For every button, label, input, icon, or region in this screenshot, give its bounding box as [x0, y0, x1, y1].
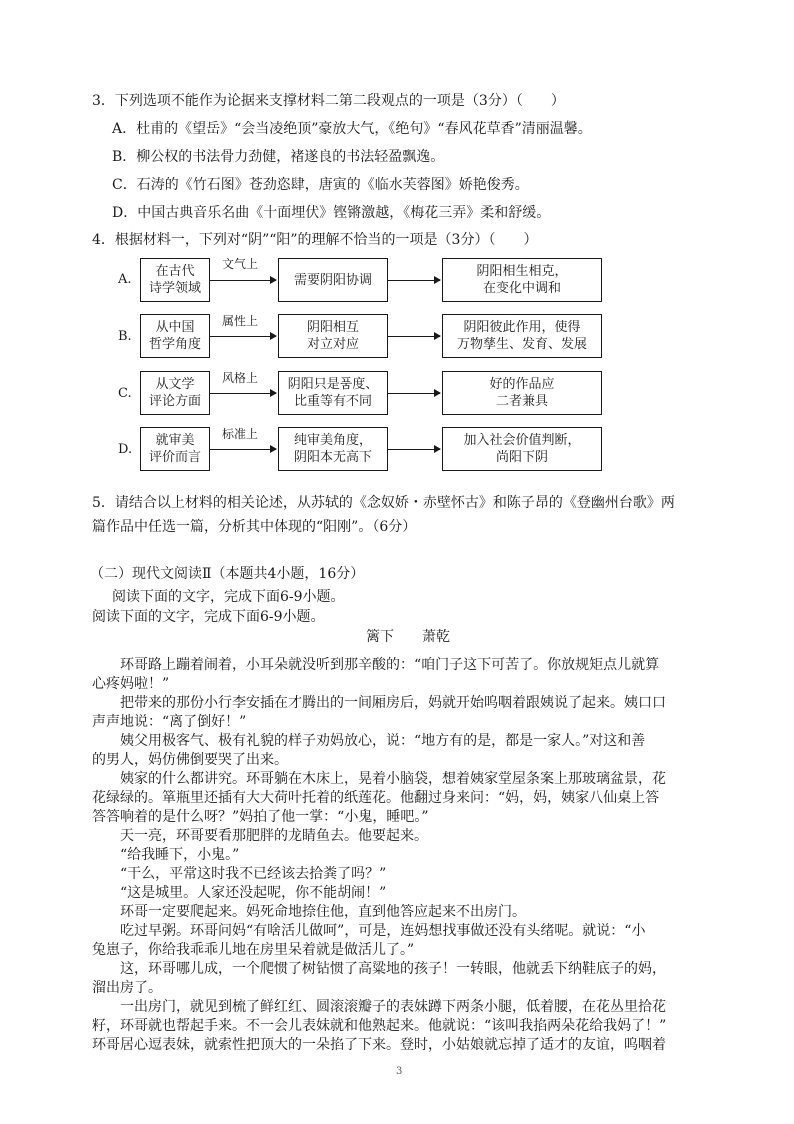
q4-row-c-right-line2: 二者兼具	[495, 394, 548, 409]
story-line: 姨家的什么都讲究。环哥躺在木床上，晃着小脑袋，想着姨家堂屋条案上那玻璃盆景，花	[92, 771, 666, 787]
q4-row-c-right-line1: 好的作品应	[489, 377, 555, 392]
q3-option-a: A．杜甫的《望岳》“会当凌绝顶”豪放大气，《绝句》“春风花草香”清丽温馨。	[112, 121, 592, 137]
story-line: “干么，平常这时我不已经该去拾粪了吗？”	[92, 866, 387, 882]
story-line: 籽，环哥就也帮起手来。不一会儿表妹就和他熟起来。他就说：“该叫我掐两朵花给我妈了！”	[92, 1018, 667, 1034]
q4-row-b-right-box	[442, 314, 602, 358]
q4-row-b-mid-box	[278, 314, 388, 358]
q4-row-a-right-line2: 在变化中调和	[482, 281, 561, 296]
q4-row-a-left-box	[140, 258, 210, 302]
story-line: 兔崽子，你给我乖乖儿地在房里呆着就是做活儿了。”	[92, 942, 415, 958]
story-line: “这是城里。人家还没起呢，你不能胡闹！”	[92, 885, 387, 901]
q4-row-d-left-box	[140, 427, 210, 471]
story-line: 吃过早粥。环哥问妈“有啥活儿做呵”，可是，连妈想找事做还没有头绪呢。就说：“小	[92, 923, 646, 939]
q4-row-d-arrow-1	[210, 449, 276, 450]
q3-option-d: D．中国古典音乐名曲《十面埋伏》铿锵激越，《梅花三弄》柔和舒缓。	[112, 205, 551, 221]
page-number: 3	[396, 1066, 403, 1077]
q4-row-c-mid-line2: 比重等有不同	[293, 394, 372, 409]
story-line: 环哥居心逗表妹，就索性把顶大的一朵掐了下来。登时，小姑娘就忘掉了适才的友谊，呜咽着	[92, 1037, 666, 1053]
q5-line1: 5．请结合以上材料的相关论述，从苏轼的《念奴娇・赤壁怀古》和陈子昂的《登幽州台歌》两	[92, 495, 675, 511]
q4-row-b-arrow-2	[388, 336, 440, 337]
q4-row-a-arrow-1	[210, 280, 276, 281]
q4-row-b-mid-line2: 对立对应	[306, 337, 359, 352]
story-line: “给我睡下，小鬼。”	[92, 847, 240, 863]
q4-row-a-mid-line1: 需要阴阳协调	[293, 272, 372, 288]
story-line: 姨父用极客气、极有礼貌的样子劝妈放心，说：“地方有的是，都是一家人。”对这和善	[92, 733, 646, 749]
section2-instruction-1: 阅读下面的文字，完成下面6-9小题。	[112, 589, 345, 605]
story-line: 答答响着的是什么呀？”妈拍了他一掌：“小鬼，睡吧。”	[92, 809, 429, 825]
q4-stem: 4．根据材料一，下列对“阴”“阳”的理解不恰当的一项是（3分）（ ）	[92, 232, 538, 248]
q4-row-a-tag: 文气上	[222, 257, 259, 271]
q5-line2: 篇作品中任选一篇，分析其中体现的“阳刚”。（6分）	[92, 519, 417, 535]
q4-row-c-left-line1: 从文学	[155, 377, 195, 392]
story-title: 篱下 萧乾	[366, 629, 450, 645]
q4-row-c-letter: C.	[118, 386, 132, 401]
q3-option-b: B．柳公权的书法骨力劲健，褚遂良的书法轻盈飘逸。	[112, 149, 445, 165]
q4-row-c-tag: 风格上	[222, 371, 259, 385]
q4-row-a-letter: A.	[118, 272, 132, 287]
section2-instruction-2: 阅读下面的文字，完成下面6-9小题。	[92, 609, 325, 625]
q4-row-a-mid-box	[278, 258, 388, 302]
story-line: 环哥一定要爬起来。妈死命地捺住他，直到他答应起来不出房门。	[92, 904, 526, 920]
story-line: 把带来的那份小行李安插在才腾出的一间厢房后，妈就开始呜咽着跟姨说了起来。姨口口	[92, 695, 666, 711]
q4-row-c-right-box	[442, 371, 602, 415]
story-line: 环哥路上蹦着闹着，小耳朵就没听到那辛酸的：“咱门子这下可苦了。你放规矩点儿就算	[92, 657, 660, 673]
q4-row-d-left-line1: 就审美	[155, 433, 195, 448]
q4-row-b-right-line2: 万物孳生、发育、发展	[456, 337, 587, 352]
q4-row-a-right-line1: 阴阳相生相克，	[476, 264, 568, 279]
q4-row-d-right-line1: 加入社会价值判断，	[463, 433, 581, 448]
q4-row-b-left-line1: 从中国	[155, 320, 195, 335]
q3-option-c: C．石涛的《竹石图》苍劲恣肆，唐寅的《临水芙蓉图》娇艳俊秀。	[112, 177, 529, 193]
q4-row-d-mid-box	[278, 427, 388, 471]
story-line: 溜出房了。	[92, 980, 162, 996]
story-line: 一出房门，就见到梳了鲜红红、圆滚滚瓣子的表妹蹲下两条小腿，低着腰，在花丛里拾花	[92, 999, 666, 1015]
q4-row-d-letter: D.	[118, 442, 133, 457]
q4-row-a-arrow-2	[388, 280, 440, 281]
q4-row-c-arrow-2	[388, 393, 440, 394]
q4-row-d-arrow-2	[388, 449, 440, 450]
q4-row-a-left-line1: 在古代	[155, 264, 195, 279]
story-body	[92, 656, 756, 1055]
q4-row-d-mid-line1: 纯审美角度，	[293, 433, 372, 448]
q4-row-d-tag: 标准上	[222, 427, 259, 441]
story-line: 声声地说：“离了倒好！”	[92, 714, 247, 730]
q4-row-c-mid-box	[278, 371, 388, 415]
q4-row-b-mid-line1: 阴阳相互	[306, 320, 359, 335]
q4-row-c-mid-line1: 阴阳只是품度、	[287, 377, 379, 392]
q4-row-d-right-box	[442, 427, 602, 471]
q4-row-d-right-line2: 尚阳下阴	[495, 450, 548, 465]
q4-row-b-right-line1: 阴阳彼此作用，使得	[463, 320, 581, 335]
story-line: 心疼妈啦！”	[92, 676, 170, 692]
story-line: 这，环哥哪儿成，一个爬惯了树钻惯了高粱地的孩子！一转眼，他就丢下纳鞋底子的妈，	[92, 961, 666, 977]
q4-row-a-right-box	[442, 258, 602, 302]
q4-row-b-letter: B.	[118, 329, 132, 344]
q4-row-c-arrow-1	[210, 393, 276, 394]
section2-heading: （二）现代文阅读Ⅱ（本题共4小题，16分）	[90, 566, 365, 582]
q4-row-b-left-line2: 哲学角度	[148, 337, 201, 352]
q4-row-b-tag: 属性上	[222, 314, 259, 328]
q4-row-d-mid-line2: 阴阳本无高下	[293, 450, 372, 465]
q4-row-a-left-line2: 诗学领域	[148, 281, 201, 296]
story-line: 天一亮，环哥要看那肥胖的龙睛鱼去。他要起来。	[92, 828, 428, 844]
story-line: 的男人，妈仿佛倒要哭了出来。	[92, 752, 288, 768]
q4-row-c-left-line2: 评论方面	[148, 394, 201, 409]
q4-row-d-left-line2: 评价而言	[148, 450, 201, 465]
q4-row-c-left-box	[140, 371, 210, 415]
q3-stem: 3．下列选项不能作为论据来支撑材料二第二段观点的一项是（3分）（ ）	[92, 93, 565, 109]
q4-row-b-arrow-1	[210, 336, 276, 337]
story-line: 花绿绿的。箪瓶里还插有大大荷叶托着的纸莲花。他翻过身来问：“妈，妈，姨家八仙桌上答	[92, 790, 660, 806]
q4-row-b-left-box	[140, 314, 210, 358]
